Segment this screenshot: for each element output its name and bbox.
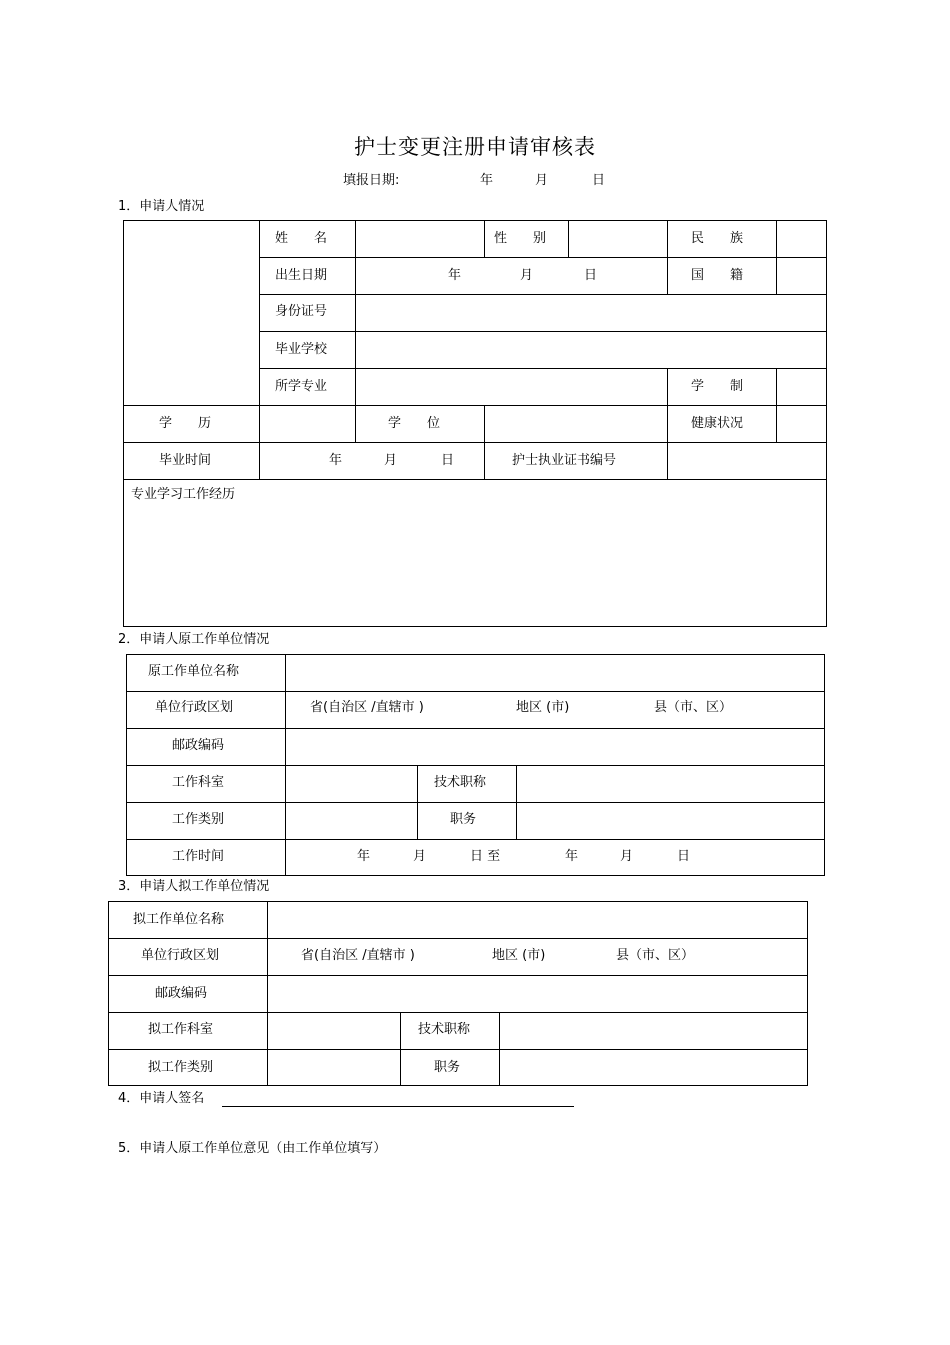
- signature-line[interactable]: [222, 1106, 574, 1107]
- photo-cell[interactable]: [124, 221, 258, 404]
- fill-date-year: 年: [480, 173, 494, 188]
- s2-end-year-label: 年: [565, 849, 579, 864]
- s2-position-label: 职务: [450, 812, 477, 827]
- name-label: 姓 名: [275, 231, 328, 246]
- school-label: 毕业学校: [275, 342, 328, 357]
- health-field[interactable]: [777, 406, 826, 441]
- birth-month-label: 月: [520, 268, 534, 283]
- nationality-field[interactable]: [777, 258, 826, 293]
- health-label: 健康状况: [691, 416, 744, 431]
- s2-start-year-label: 年: [357, 849, 371, 864]
- s3-unit-name-field[interactable]: [268, 902, 807, 937]
- s3-work-type-field[interactable]: [268, 1050, 399, 1085]
- s3-admin-division-label: 单位行政区划: [141, 948, 220, 963]
- gender-label: 性 别: [494, 231, 547, 246]
- s2-start-month-label: 月: [413, 849, 427, 864]
- section3-heading: 3．申请人拟工作单位情况: [118, 879, 270, 894]
- s2-county-label: 县（市、区）: [654, 700, 733, 715]
- s2-district-label: 地区 (市): [516, 700, 570, 715]
- form-title: 护士变更注册申请审核表: [354, 135, 596, 159]
- fill-date-label: 填报日期:: [343, 173, 400, 188]
- birth-year-label: 年: [448, 268, 462, 283]
- birth-date-label: 出生日期: [275, 268, 328, 283]
- major-field[interactable]: [356, 369, 666, 404]
- s3-department-field[interactable]: [268, 1013, 399, 1048]
- s3-work-type-label: 拟工作类别: [148, 1060, 214, 1075]
- s2-end-day-label: 日: [677, 849, 691, 864]
- license-no-field[interactable]: [668, 443, 826, 478]
- s2-title-rank-label: 技术职称: [434, 775, 487, 790]
- s2-postcode-field[interactable]: [286, 729, 824, 764]
- birth-day-label: 日: [584, 268, 598, 283]
- s3-position-label: 职务: [434, 1060, 461, 1075]
- ethnicity-label: 民 族: [691, 231, 744, 246]
- s2-end-month-label: 月: [620, 849, 634, 864]
- ethnicity-field[interactable]: [777, 221, 826, 256]
- s2-department-label: 工作科室: [172, 775, 225, 790]
- s2-unit-name-field[interactable]: [286, 655, 824, 690]
- s2-work-time-label: 工作时间: [172, 849, 225, 864]
- degree-label: 学 位: [388, 416, 441, 431]
- grad-year-label: 年: [329, 453, 343, 468]
- s2-postcode-label: 邮政编码: [172, 738, 225, 753]
- s3-district-label: 地区 (市): [492, 948, 546, 963]
- s3-postcode-field[interactable]: [268, 976, 807, 1011]
- experience-field[interactable]: [124, 505, 826, 625]
- school-field[interactable]: [356, 332, 826, 367]
- s2-department-field[interactable]: [286, 766, 416, 801]
- s2-admin-division-label: 单位行政区划: [155, 700, 234, 715]
- s3-province-label: 省(自治区 /直辖市 ): [301, 948, 415, 963]
- section4-heading: 4．申请人签名: [118, 1091, 205, 1106]
- study-length-field[interactable]: [777, 369, 826, 404]
- s2-province-label: 省(自治区 /直辖市 ): [310, 700, 424, 715]
- nationality-label: 国 籍: [691, 268, 744, 283]
- gender-field[interactable]: [569, 221, 666, 256]
- s2-position-field[interactable]: [517, 803, 824, 838]
- degree-field[interactable]: [485, 406, 666, 441]
- s3-position-field[interactable]: [500, 1050, 807, 1085]
- education-label: 学 历: [159, 416, 212, 431]
- fill-date-month: 月: [535, 173, 549, 188]
- section1-heading: 1．申请人情况: [118, 199, 205, 214]
- fill-date-day: 日: [592, 173, 606, 188]
- grad-day-label: 日: [441, 453, 455, 468]
- s3-county-label: 县（市、区）: [616, 948, 695, 963]
- s3-title-rank-label: 技术职称: [418, 1022, 471, 1037]
- experience-label: 专业学习工作经历: [131, 487, 236, 502]
- grad-time-label: 毕业时间: [159, 453, 212, 468]
- section2-heading: 2．申请人原工作单位情况: [118, 632, 270, 647]
- s3-title-rank-field[interactable]: [500, 1013, 807, 1048]
- s3-unit-name-label: 拟工作单位名称: [133, 912, 225, 927]
- name-field[interactable]: [356, 221, 483, 256]
- id-number-label: 身份证号: [275, 304, 328, 319]
- s2-start-day-to-label: 日 至: [470, 849, 501, 864]
- section5-heading: 5．申请人原工作单位意见（由工作单位填写）: [118, 1141, 387, 1156]
- s3-department-label: 拟工作科室: [148, 1022, 214, 1037]
- s2-work-type-field[interactable]: [286, 803, 416, 838]
- major-label: 所学专业: [275, 379, 328, 394]
- s2-title-rank-field[interactable]: [517, 766, 824, 801]
- study-length-label: 学 制: [691, 379, 744, 394]
- id-number-field[interactable]: [356, 295, 826, 330]
- education-field[interactable]: [260, 406, 354, 441]
- s2-work-type-label: 工作类别: [172, 812, 225, 827]
- s3-postcode-label: 邮政编码: [155, 986, 208, 1001]
- license-no-label: 护士执业证书编号: [512, 453, 617, 468]
- grad-month-label: 月: [384, 453, 398, 468]
- s2-unit-name-label: 原工作单位名称: [148, 664, 240, 679]
